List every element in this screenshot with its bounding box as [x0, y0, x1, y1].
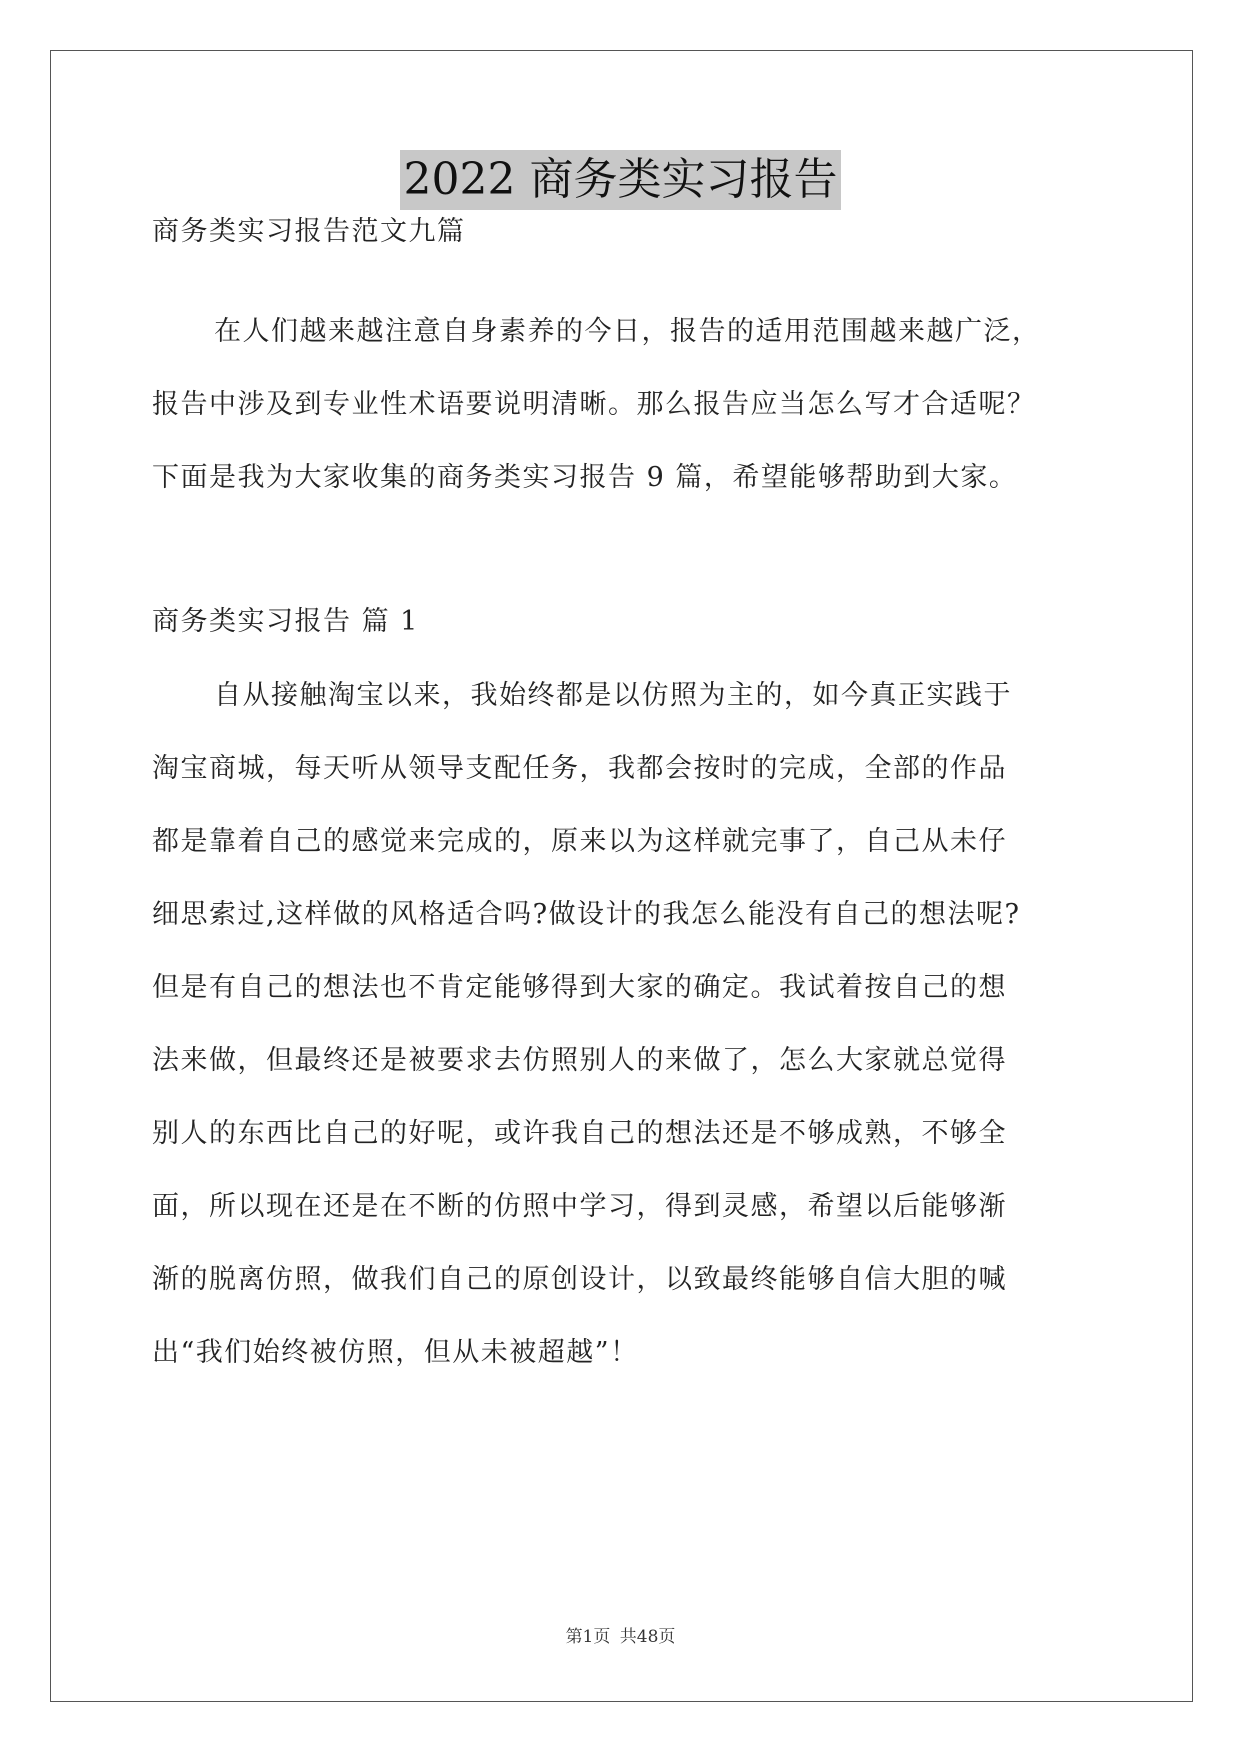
body-line: 法来做，但最终还是被要求去仿照别人的来做了，怎么大家就总觉得 — [152, 1045, 1007, 1076]
document-subtitle: 商务类实习报告范文九篇 — [152, 216, 466, 247]
body-line: 自从接触淘宝以来，我始终都是以仿照为主的，如今真正实践于 — [214, 680, 1012, 711]
intro-line: 下面是我为大家收集的商务类实习报告 9 篇，希望能够帮助到大家。 — [152, 462, 1018, 493]
body-line: 别人的东西比自己的好呢，或许我自己的想法还是不够成熟，不够全 — [152, 1118, 1007, 1149]
page-footer — [0, 1622, 1241, 1647]
body-line: 细思索过,这样做的风格适合吗?做设计的我怎么能没有自己的想法呢? — [152, 899, 1021, 930]
title-area — [0, 150, 1241, 210]
intro-line: 报告中涉及到专业性术语要说明清晰。那么报告应当怎么写才合适呢？ — [152, 389, 1036, 420]
body-line: 渐的脱离仿照，做我们自己的原创设计，以致最终能够自信大胆的喊 — [152, 1264, 1007, 1295]
body-line: 出“我们始终被仿照，但从未被超越”！ — [152, 1337, 639, 1368]
body-line: 面，所以现在还是在不断的仿照中学习，得到灵感，希望以后能够渐 — [152, 1191, 1007, 1222]
page-number: 第1页 — [565, 1627, 611, 1647]
page-border — [50, 50, 1193, 1702]
intro-line: 在人们越来越注意自身素养的今日，报告的适用范围越来越广泛， — [214, 316, 1041, 347]
document-title: 2022 商务类实习报告 — [400, 150, 842, 210]
body-line: 但是有自己的想法也不肯定能够得到大家的确定。我试着按自己的想 — [152, 972, 1007, 1003]
total-pages: 共48页 — [619, 1627, 676, 1647]
body-line: 淘宝商城，每天听从领导支配任务，我都会按时的完成，全部的作品 — [152, 753, 1007, 784]
section-heading: 商务类实习报告 篇 1 — [152, 606, 419, 637]
body-line: 都是靠着自己的感觉来完成的，原来以为这样就完事了，自己从未仔 — [152, 826, 1007, 857]
